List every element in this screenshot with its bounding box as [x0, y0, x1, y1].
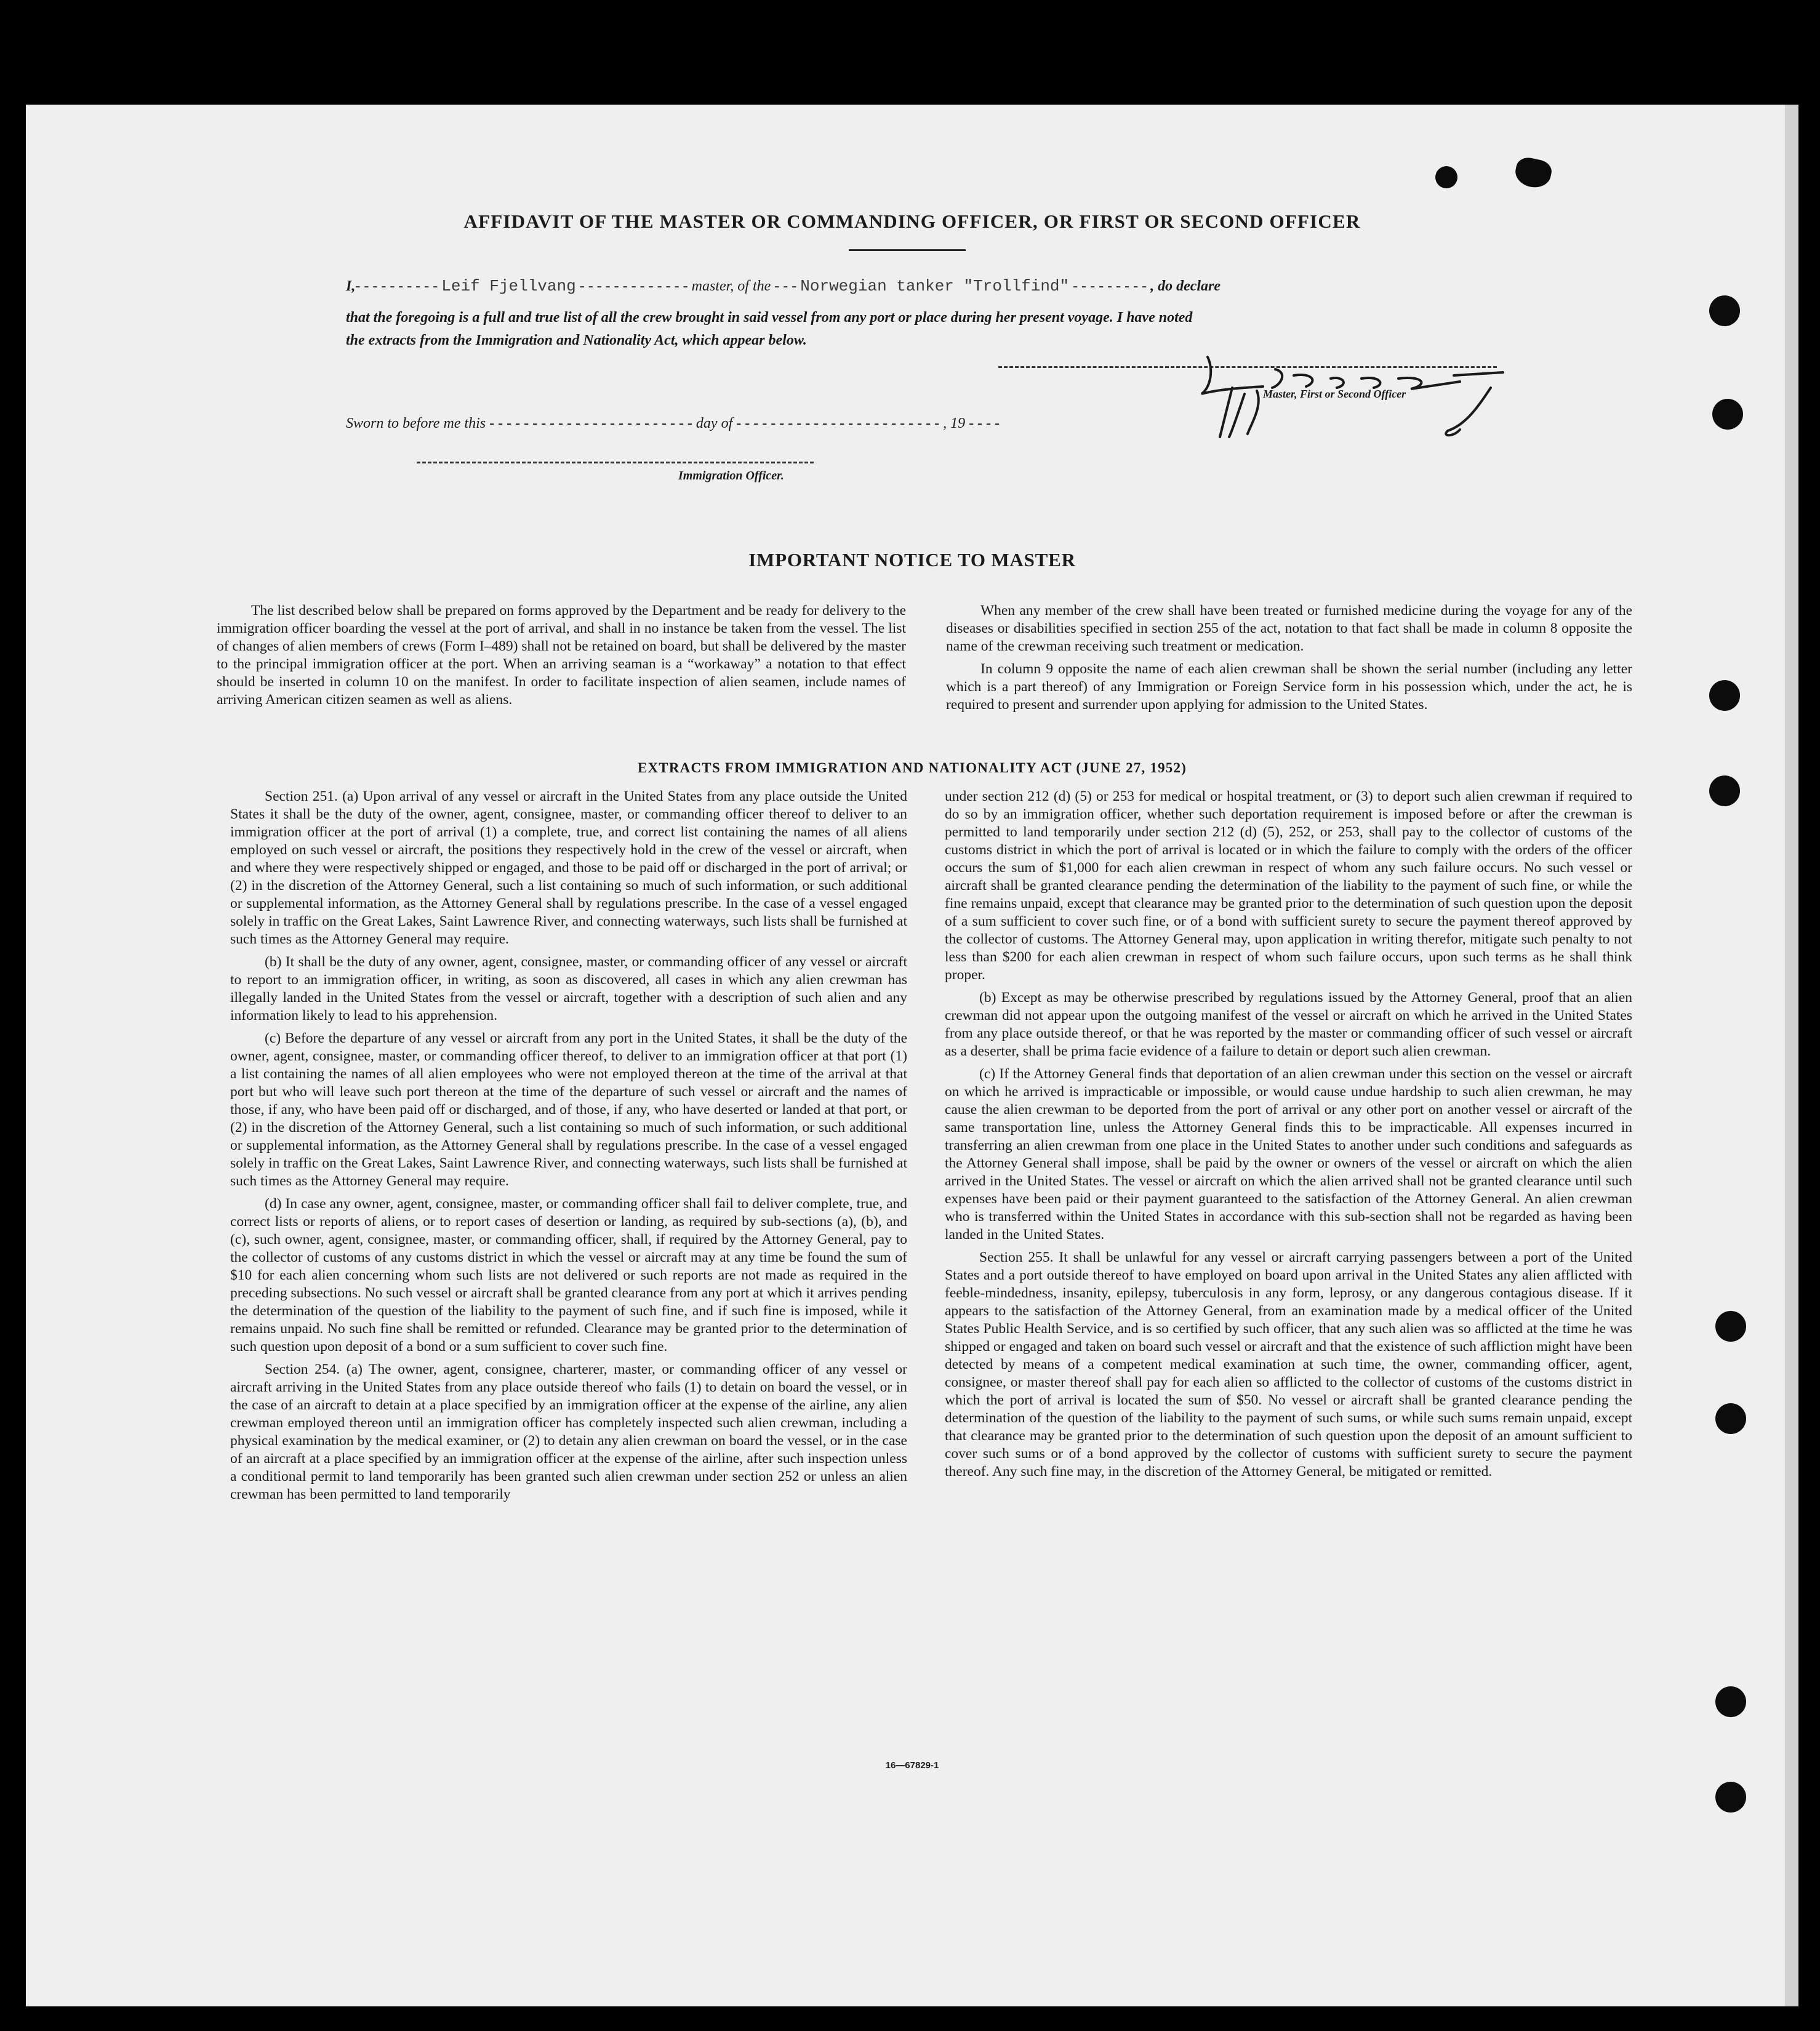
- extracts-left-column: [230, 788, 907, 1508]
- immigration-officer-caption: Immigration Officer.: [678, 469, 784, 483]
- declaration-line: I,- - - - - - - - - - Leif Fjellvang - - - - - - - - - - - - - master, of the - - - Norwegian tanker "Trollfind" - - - - - - - - - , do declare: [346, 277, 1221, 295]
- extracts-title: EXTRACTS FROM IMMIGRATION AND NATIONALITY ACT (JUNE 27, 1952): [637, 760, 1187, 775]
- decl-suffix: , do declare: [1150, 278, 1221, 294]
- section-255: Section 255. It shall be unlawful for any vessel or aircraft carrying passengers between a port of the United States and a port outside thereof to have employed on board upon arrival in the United States any alien afflicted with feeble-mindedness, insanity, epilepsy, tuberculosis in any form, leprosy, or any dangerous contagious disease. If it appears to the satisfaction of the Attorney General, from an examination made by a medical officer of the United States Public Health Service, and is so certified by such officer, that any such alien was so afflicted at the time he was shipped or engaged and taken on board such vessel or aircraft and that the existence of such affliction might have been detected by means of a competent medical examination at such time, the owner, commanding officer, agent, consignee, or master thereof shall pay for each alien so afflicted to the collector of customs of the customs district in which the port of arrival is located the sum of $50. No vessel or aircraft shall be granted clearance pending the determination of the question of the liability to the payment of such sums, or while such sums remain unpaid, except that clearance may be granted prior to the determination of such question upon the deposit of an amount sufficient to cover such sums or of a bond approved by the collector of customs with sufficient surety to secure the payment thereof. Any such fine may, in the discretion of the Attorney General, be mitigated or remitted.: [945, 1249, 1632, 1480]
- section-251b: (b) It shall be the duty of any owner, agent, consignee, master, or commanding officer of any vessel or aircraft to report to an immigration officer, in writing, as soon as discovered, all cases in which any alien crewman has illegally landed in the United States from the vessel or aircraft, together with a description of such alien and any information likely to lead to his apprehension.: [230, 954, 907, 1024]
- section-254a-continued: under section 212 (d) (5) or 253 for medical or hospital treatment, or (3) to deport such alien crewman if required to do so by an immigration officer, whether such deportation requirement is imposed before or after the crewman is permitted to land temporarily under section 212 (d) (5), 252, or 253, shall pay to the collector of customs of the customs district in which the port of arrival is located or in which the failure to comply with the orders of the officer occurs the sum of $1,000 for each alien crewman in respect of whom any such failure occurs. No such vessel or aircraft shall be granted clearance pending the determination of the liability to the payment of such fine, or while the fine remains unpaid, except that clearance may be granted prior to the determination of such question upon the deposit of a sum sufficient to cover such fine, or of a bond with sufficient surety to secure the payment thereof approved by the collector of customs. The Attorney General may, upon application in writing therefor, mitigate such penalty to not less than $200 for each alien crewman in respect of whom such failure occurs, upon such terms as he shall think proper.: [945, 788, 1632, 983]
- notice-left-column: [217, 602, 906, 714]
- punch-hole: [1709, 295, 1740, 326]
- signature-caption: Master, First or Second Officer: [1263, 388, 1406, 400]
- notice-paragraph: In column 9 opposite the name of each alien crewman shall be shown the serial number (including any letter which is a part thereof) of any Immigration or Foreign Service form in his possession which, under the act, he is required to present and surrender upon applying for admission to the United States.: [946, 661, 1632, 713]
- punch-hole: [1709, 775, 1740, 806]
- affidavit-title: AFFIDAVIT OF THE MASTER OR COMMANDING OFFICER, OR FIRST OR SECOND OFFICER: [463, 210, 1361, 232]
- punch-hole: [1715, 1686, 1746, 1717]
- sworn-year: , 19: [943, 415, 966, 431]
- master-name: Leif Fjellvang: [441, 277, 576, 295]
- section-251d: (d) In case any owner, agent, consignee, master, or commanding officer shall fail to deliver complete, true, and correct lists or reports of aliens, or to report cases of desertion or landing, as required by sub-sections (a), (b), and (c), such owner, agent, consignee, master, or commanding officer, shall, if required by the Attorney General, pay to the collector of customs of any customs district in which the vessel or aircraft may at any time be found the sum of $10 for each alien concerning whom such lists are not delivered or such reports are not made as required in the preceding subsections. No such vessel or aircraft shall be granted clearance from any port at which it arrives pending the determination of the question of the liability to the payment of such fine, and if such fine is imposed, while it remains unpaid. No such fine shall be remitted or refunded. Clearance may be granted prior to the determination of such question upon deposit of a bond or a sum sufficient to cover such fine.: [230, 1196, 907, 1355]
- extracts-right-column: [945, 788, 1632, 1486]
- decl-master-of: master, of the: [691, 278, 771, 294]
- section-251a: Section 251. (a) Upon arrival of any vessel or aircraft in the United States from any place outside the United States it shall be the duty of the owner, agent, consignee, master, or commanding officer thereof to deliver to an immigration officer at the port of arrival (1) a complete, true, and correct list containing the names of all aliens employed on such vessel or aircraft, the positions they respectively hold in the crew of the vessel or aircraft, when and where they were respectively shipped or engaged, and those to be paid off or discharged in the port of arrival; or (2) in the discretion of the Attorney General, such a list containing so much of such information, or such additional or supplemental information, as the Attorney General shall by regulations prescribe. In the case of a vessel engaged solely in traffic on the Great Lakes, Saint Lawrence River, and connecting waterways, such lists shall be furnished at such times as the Attorney General may require.: [230, 788, 907, 947]
- sworn-day: day of: [696, 415, 733, 431]
- notice-paragraph: The list described below shall be prepared on forms approved by the Department and be ready for delivery to the immigration officer boarding the vessel at the port of arrival, and shall in no instance be taken from the vessel. The list of changes of alien members of crews (Form I–489) shall not be retained on board, but shall be delivered by the master to the principal immigration officer at the port. When an arriving seaman is a “workaway” a notation to that effect should be inserted in column 10 on the manifest. In order to facilitate inspection of alien seamen, include names of arriving American citizen seamen as well as aliens.: [217, 603, 906, 708]
- declaration-text-2: that the foregoing is a full and true list of all the crew brought in said vessel from any port or place during her present voyage. I have noted: [346, 310, 1193, 326]
- punch-hole: [1712, 399, 1743, 430]
- punch-hole: [1715, 1311, 1746, 1342]
- title-rule: [849, 249, 966, 251]
- notice-paragraph: When any member of the crew shall have been treated or furnished medicine during the voyage for any of the diseases or disabilities specified in section 255 of the act, notation to that fact shall be made in column 8 opposite the name of the crewman receiving such treatment or medication.: [946, 603, 1632, 654]
- vessel-name: Norwegian tanker "Trollfind": [800, 277, 1070, 295]
- decl-prefix: I,: [346, 278, 356, 294]
- punch-hole: [1715, 1403, 1746, 1434]
- punch-hole: [1715, 1782, 1746, 1813]
- section-254a: Section 254. (a) The owner, agent, consignee, charterer, master, or commanding officer of any vessel or aircraft arriving in the United States from any place outside thereof who fails (1) to detain on board the vessel, or in the case of an aircraft to detain at a place specified by an immigration officer at the expense of the airline, any alien crewman employed thereon until an immigration officer has completely inspected such alien crewman, including a physical examination by the medical examiner, or (2) to detain any alien crewman on board the vessel, or in the case of an aircraft at a place specified by an immigration officer at the expense of the airline, after such inspection unless a conditional permit to land temporarily has been granted such alien crewman under section 252 or unless an alien crewman has been permitted to land temporarily: [230, 1361, 907, 1502]
- page-edge: [1785, 105, 1798, 2006]
- form-number: 16—67829-1: [885, 1760, 939, 1771]
- declaration-text-3: the extracts from the Immigration and Nationality Act, which appear below.: [346, 332, 807, 348]
- ink-blot: [1513, 155, 1553, 190]
- section-254c: (c) If the Attorney General finds that deportation of an alien crewman under this section on the vessel or aircraft on which he arrived is impracticable or impossible, or would cause undue hardship to such alien crewman, he may cause the alien crewman to be deported from the port of arrival or any other port on another vessel or aircraft of the same transportation line, unless the Attorney General finds this to be impracticable. All expenses incurred in transferring an alien crewman from one place in the United States to another under such conditions and safeguards as the Attorney General shall impose, shall be paid by the owner or owners of the vessel or aircraft on which the alien arrived in the United States. The vessel or aircraft on which the alien arrived shall not be granted clearance until such expenses have been paid or their payment guaranteed to the satisfaction of the Attorney General. An alien crewman who is transferred within the United States in accordance with this sub-section shall not be regarded as having been landed in the United States.: [945, 1066, 1632, 1243]
- sworn-prefix: Sworn to before me this: [346, 415, 486, 431]
- punch-hole: [1709, 680, 1740, 711]
- sworn-line: Sworn to before me this - - - - - - - - - - - - - - - - - - - - - - - - day of - - - - - - - - - - - - - - - - - - - - - - - - , 19 - - - -: [346, 415, 1000, 431]
- notice-right-column: [946, 602, 1632, 719]
- officer-signature-line: [417, 462, 814, 463]
- ink-blot: [1435, 166, 1457, 188]
- notice-title: IMPORTANT NOTICE TO MASTER: [748, 549, 1076, 571]
- section-251c: (c) Before the departure of any vessel or aircraft from any port in the United States, it shall be the duty of the owner, agent, consignee, master, or commanding officer thereof, to deliver to an immigration officer at that port (1) a list containing the names of all alien employees who were not employed thereon at the time of the arrival at that port but who will leave such port thereon at the time of the departure of such vessel or aircraft and the names of those, if any, who have been paid off or discharged, and of those, if any, who have deserted or landed at that port, or (2) in the discretion of the Attorney General, such a list containing so much of such information, or such additional or supplemental information, as the Attorney General shall by regulations prescribe. In the case of a vessel engaged solely in traffic on the Great Lakes, Saint Lawrence River, and connecting waterways, such lists shall be furnished at such times as the Attorney General may require.: [230, 1030, 907, 1189]
- section-254b: (b) Except as may be otherwise prescribed by regulations issued by the Attorney General, proof that an alien crewman did not appear upon the outgoing manifest of the vessel or aircraft on which he arrived in the United States from any place outside thereof, or that he was reported by the master or commanding officer of such vessel or aircraft as a deserter, shall be prima facie evidence of a failure to detain or deport such alien crewman.: [945, 990, 1632, 1059]
- document-page: [26, 105, 1798, 2006]
